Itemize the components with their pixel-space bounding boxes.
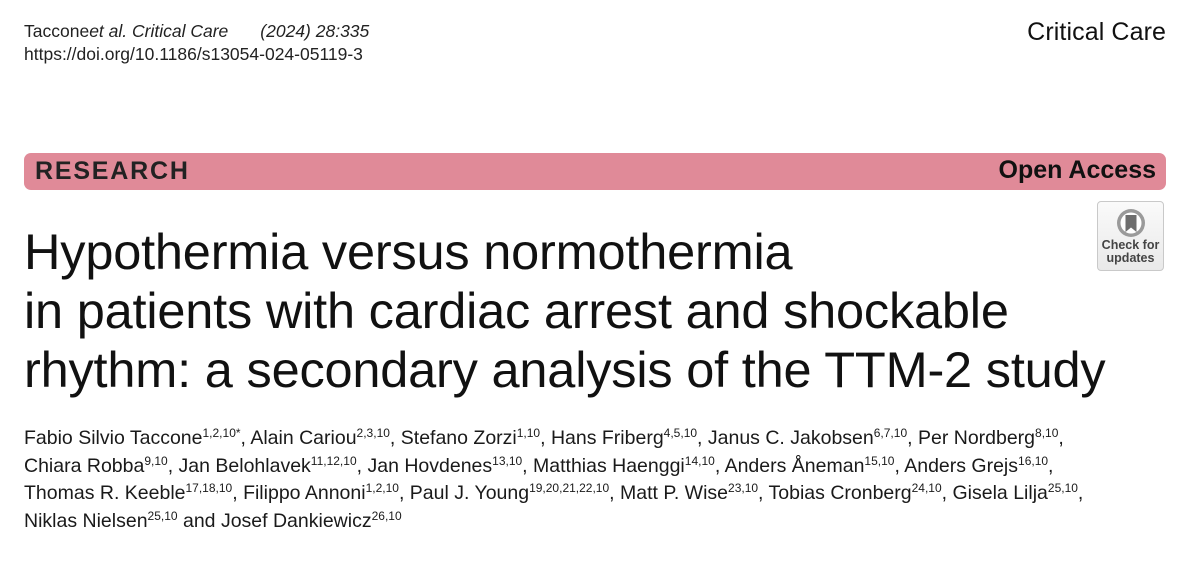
citation-volume: (2024) 28:335 (260, 21, 370, 41)
author-name-text: Jan Hovdenes (367, 454, 493, 477)
author-separator: , (1048, 454, 1054, 477)
article-type-label: RESEARCH (35, 157, 190, 185)
author-affiliation-sup[interactable]: 26,10 (371, 508, 402, 523)
author-separator: , (758, 482, 769, 504)
author-name-text: Thomas R. Keeble (24, 482, 186, 504)
author-name[interactable] (904, 455, 1048, 477)
article-title (24, 222, 1105, 399)
author-name[interactable] (250, 427, 390, 449)
author-separator: , (714, 454, 725, 477)
author-name[interactable] (24, 510, 178, 532)
author-name-text: Josef Dankiewicz (220, 509, 372, 532)
author-affiliation-sup[interactable]: 15,10 (864, 453, 895, 468)
author-separator: , (907, 427, 918, 449)
author-affiliation-sup[interactable]: 16,10 (1018, 453, 1049, 468)
citation-author: Taccone (24, 21, 90, 41)
author-separator: , (941, 482, 953, 504)
author-name[interactable] (953, 482, 1078, 504)
title-line: rhythm: a secondary analysis of the TTM-2 study (24, 341, 1106, 398)
author-separator: , (894, 454, 905, 477)
author-name[interactable] (620, 482, 758, 504)
author-affiliation-sup[interactable]: 2,3,10 (356, 426, 390, 440)
author-name[interactable] (708, 427, 907, 449)
author-name-text: Fabio Silvio Taccone (24, 427, 203, 449)
author-name[interactable] (533, 455, 715, 477)
author-affiliation-sup[interactable]: 1,2,10* (202, 426, 241, 440)
author-affiliation-sup[interactable]: 25,10 (147, 508, 178, 523)
author-affiliation-sup[interactable]: 14,10 (684, 453, 715, 468)
author-separator: and (177, 509, 221, 532)
author-affiliation-sup[interactable]: 1,2,10 (365, 481, 399, 495)
author-affiliation-sup[interactable]: 4,5,10 (663, 426, 698, 440)
author-separator: , (240, 427, 251, 449)
citation-block (24, 20, 369, 66)
author-affiliation-sup[interactable]: 8,10 (1035, 426, 1059, 440)
author-name[interactable] (551, 427, 697, 449)
journal-brand[interactable]: Critical Care (1027, 18, 1166, 46)
author-affiliation-sup[interactable]: 1,10 (516, 426, 541, 440)
author-name-text: Hans Friberg (550, 427, 664, 449)
author-separator: , (398, 482, 410, 504)
author-separator: , (697, 427, 708, 449)
author-name[interactable] (243, 482, 399, 504)
title-line: in patients with cardiac arrest and shockable (24, 282, 1009, 339)
author-affiliation-sup[interactable]: 17,18,10 (185, 481, 233, 495)
author-name-text: Alain Cariou (250, 427, 357, 449)
author-affiliation-sup[interactable]: 24,10 (911, 481, 942, 495)
author-name[interactable] (179, 455, 357, 477)
author-separator: , (232, 482, 244, 504)
citation-et-al: et al. (89, 21, 128, 41)
author-affiliation-sup[interactable]: 9,10 (144, 453, 168, 468)
author-separator: , (540, 427, 551, 449)
author-separator: , (389, 427, 401, 449)
citation-journal: Critical Care (132, 21, 229, 41)
author-name[interactable] (401, 427, 540, 449)
author-name-text: Anders Åneman (724, 454, 865, 477)
author-name[interactable] (221, 510, 402, 532)
author-name-text: Gisela Lilja (952, 482, 1048, 504)
author-separator: , (1058, 427, 1064, 449)
author-name[interactable] (769, 482, 942, 504)
crossmark-bookmark-icon (1116, 208, 1146, 238)
author-affiliation-sup[interactable]: 6,7,10 (873, 426, 908, 440)
author-name-text: Paul J. Young (409, 482, 530, 504)
author-name[interactable] (918, 427, 1058, 449)
author-name-text: Matthias Haenggi (533, 454, 685, 477)
author-separator: , (1077, 482, 1084, 504)
author-separator: , (167, 454, 179, 477)
author-name-text: Anders Grejs (904, 454, 1019, 477)
article-type-banner (24, 153, 1166, 190)
author-name-text: Matt P. Wise (620, 482, 729, 504)
author-name-text: Stefano Zorzi (400, 427, 517, 449)
author-affiliation-sup[interactable]: 19,20,21,22,10 (529, 481, 610, 495)
author-name[interactable] (24, 482, 232, 504)
author-name[interactable] (410, 482, 609, 504)
author-name[interactable] (725, 455, 895, 477)
author-separator: , (356, 454, 368, 477)
check-for-updates-text: Check for updates (1101, 238, 1160, 265)
author-name-text: Janus C. Jakobsen (707, 427, 874, 449)
author-name-text: Chiara Robba (24, 454, 145, 477)
citation-line (24, 20, 369, 43)
author-name-text: Jan Belohlavek (178, 454, 311, 477)
author-name-text: Filippo Annoni (243, 482, 366, 504)
author-name[interactable] (24, 427, 241, 449)
author-separator: , (609, 482, 620, 504)
author-name-text: Per Nordberg (917, 427, 1036, 449)
check-for-updates-button[interactable] (1097, 201, 1164, 271)
author-name[interactable] (24, 455, 168, 477)
author-affiliation-sup[interactable]: 13,10 (492, 453, 523, 468)
author-affiliation-sup[interactable]: 23,10 (728, 481, 759, 495)
title-line: Hypothermia versus normothermia (24, 223, 793, 280)
author-separator: , (522, 454, 534, 477)
author-list (24, 425, 1154, 535)
open-access-label: Open Access (998, 156, 1156, 184)
author-name-text: Niklas Nielsen (24, 509, 148, 532)
author-name[interactable] (367, 455, 522, 477)
author-affiliation-sup[interactable]: 11,12,10 (310, 453, 357, 468)
author-affiliation-sup[interactable]: 25,10 (1047, 481, 1078, 495)
doi-link[interactable]: https://doi.org/10.1186/s13054-024-05119-3 (24, 44, 363, 64)
author-name-text: Tobias Cronberg (768, 482, 912, 504)
